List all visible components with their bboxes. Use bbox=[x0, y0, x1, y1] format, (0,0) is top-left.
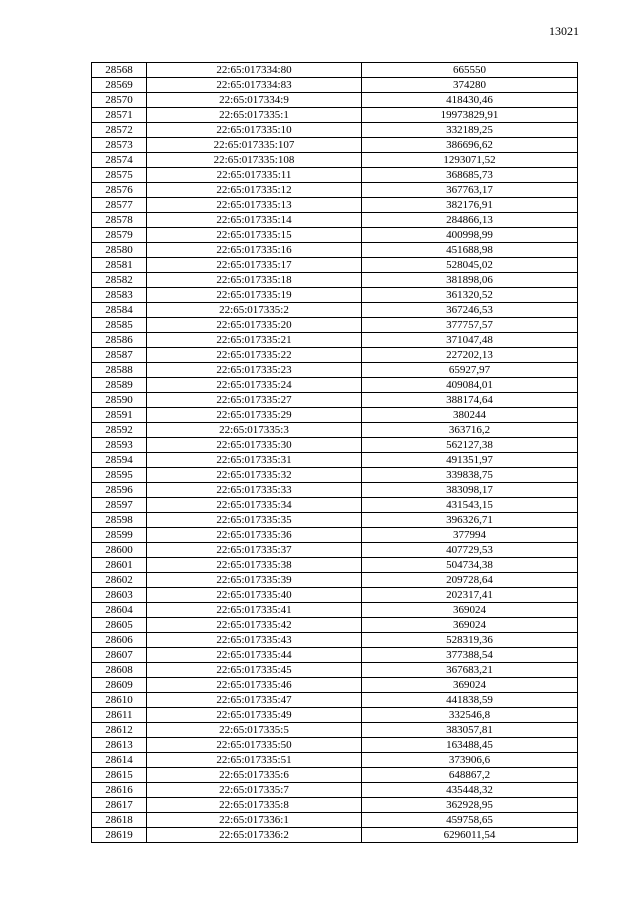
table-row bbox=[92, 273, 578, 288]
cadastral-number-cell: 22:65:017335:35 bbox=[147, 513, 362, 528]
cadastral-number-cell: 22:65:017335:33 bbox=[147, 483, 362, 498]
cadastral-number-cell: 22:65:017335:44 bbox=[147, 648, 362, 663]
cadastral-number-cell: 22:65:017335:19 bbox=[147, 288, 362, 303]
table-row bbox=[92, 138, 578, 153]
table-row bbox=[92, 108, 578, 123]
row-number-cell: 28598 bbox=[92, 513, 147, 528]
table-row bbox=[92, 828, 578, 843]
value-cell: 435448,32 bbox=[362, 783, 578, 798]
row-number-cell: 28586 bbox=[92, 333, 147, 348]
table-row bbox=[92, 753, 578, 768]
table-row bbox=[92, 543, 578, 558]
value-cell: 369024 bbox=[362, 618, 578, 633]
table-row bbox=[92, 663, 578, 678]
value-cell: 163488,45 bbox=[362, 738, 578, 753]
cadastral-number-cell: 22:65:017336:1 bbox=[147, 813, 362, 828]
table-row bbox=[92, 153, 578, 168]
cadastral-number-cell: 22:65:017335:24 bbox=[147, 378, 362, 393]
cadastral-value-table bbox=[91, 62, 578, 843]
table-row bbox=[92, 813, 578, 828]
table-row bbox=[92, 378, 578, 393]
value-cell: 202317,41 bbox=[362, 588, 578, 603]
row-number-cell: 28590 bbox=[92, 393, 147, 408]
row-number-cell: 28613 bbox=[92, 738, 147, 753]
table-row bbox=[92, 498, 578, 513]
value-cell: 227202,13 bbox=[362, 348, 578, 363]
cadastral-number-cell: 22:65:017335:17 bbox=[147, 258, 362, 273]
table-row bbox=[92, 558, 578, 573]
value-cell: 65927,97 bbox=[362, 363, 578, 378]
value-cell: 367683,21 bbox=[362, 663, 578, 678]
value-cell: 381898,06 bbox=[362, 273, 578, 288]
row-number-cell: 28595 bbox=[92, 468, 147, 483]
value-cell: 451688,98 bbox=[362, 243, 578, 258]
cadastral-number-cell: 22:65:017335:21 bbox=[147, 333, 362, 348]
value-cell: 374280 bbox=[362, 78, 578, 93]
row-number-cell: 28596 bbox=[92, 483, 147, 498]
cadastral-number-cell: 22:65:017335:108 bbox=[147, 153, 362, 168]
table-row bbox=[92, 168, 578, 183]
row-number-cell: 28587 bbox=[92, 348, 147, 363]
cadastral-number-cell: 22:65:017335:40 bbox=[147, 588, 362, 603]
table-row bbox=[92, 288, 578, 303]
cadastral-number-cell: 22:65:017335:5 bbox=[147, 723, 362, 738]
row-number-cell: 28599 bbox=[92, 528, 147, 543]
table-row bbox=[92, 513, 578, 528]
cadastral-number-cell: 22:65:017335:23 bbox=[147, 363, 362, 378]
table-row bbox=[92, 78, 578, 93]
row-number-cell: 28591 bbox=[92, 408, 147, 423]
row-number-cell: 28601 bbox=[92, 558, 147, 573]
value-cell: 562127,38 bbox=[362, 438, 578, 453]
table-row bbox=[92, 408, 578, 423]
row-number-cell: 28585 bbox=[92, 318, 147, 333]
cadastral-number-cell: 22:65:017335:12 bbox=[147, 183, 362, 198]
cadastral-number-cell: 22:65:017335:30 bbox=[147, 438, 362, 453]
value-cell: 367763,17 bbox=[362, 183, 578, 198]
table-row bbox=[92, 258, 578, 273]
cadastral-number-cell: 22:65:017335:11 bbox=[147, 168, 362, 183]
row-number-cell: 28606 bbox=[92, 633, 147, 648]
cadastral-number-cell: 22:65:017335:3 bbox=[147, 423, 362, 438]
row-number-cell: 28615 bbox=[92, 768, 147, 783]
table-row bbox=[92, 63, 578, 78]
value-cell: 377994 bbox=[362, 528, 578, 543]
row-number-cell: 28610 bbox=[92, 693, 147, 708]
cadastral-number-cell: 22:65:017335:10 bbox=[147, 123, 362, 138]
row-number-cell: 28584 bbox=[92, 303, 147, 318]
value-cell: 388174,64 bbox=[362, 393, 578, 408]
cadastral-number-cell: 22:65:017335:22 bbox=[147, 348, 362, 363]
value-cell: 368685,73 bbox=[362, 168, 578, 183]
table-row bbox=[92, 528, 578, 543]
row-number-cell: 28580 bbox=[92, 243, 147, 258]
cadastral-number-cell: 22:65:017335:46 bbox=[147, 678, 362, 693]
row-number-cell: 28570 bbox=[92, 93, 147, 108]
table-row bbox=[92, 318, 578, 333]
cadastral-number-cell: 22:65:017336:2 bbox=[147, 828, 362, 843]
value-cell: 386696,62 bbox=[362, 138, 578, 153]
value-cell: 363716,2 bbox=[362, 423, 578, 438]
row-number-cell: 28593 bbox=[92, 438, 147, 453]
value-cell: 528319,36 bbox=[362, 633, 578, 648]
value-cell: 367246,53 bbox=[362, 303, 578, 318]
cadastral-number-cell: 22:65:017335:49 bbox=[147, 708, 362, 723]
row-number-cell: 28578 bbox=[92, 213, 147, 228]
value-cell: 19973829,91 bbox=[362, 108, 578, 123]
cadastral-number-cell: 22:65:017335:42 bbox=[147, 618, 362, 633]
value-cell: 665550 bbox=[362, 63, 578, 78]
cadastral-number-cell: 22:65:017335:41 bbox=[147, 603, 362, 618]
cadastral-number-cell: 22:65:017335:34 bbox=[147, 498, 362, 513]
cadastral-number-cell: 22:65:017335:47 bbox=[147, 693, 362, 708]
value-cell: 491351,97 bbox=[362, 453, 578, 468]
row-number-cell: 28583 bbox=[92, 288, 147, 303]
row-number-cell: 28572 bbox=[92, 123, 147, 138]
cadastral-number-cell: 22:65:017334:9 bbox=[147, 93, 362, 108]
cadastral-number-cell: 22:65:017335:38 bbox=[147, 558, 362, 573]
table-row bbox=[92, 783, 578, 798]
cadastral-number-cell: 22:65:017335:1 bbox=[147, 108, 362, 123]
value-cell: 409084,01 bbox=[362, 378, 578, 393]
cadastral-number-cell: 22:65:017335:18 bbox=[147, 273, 362, 288]
cadastral-number-cell: 22:65:017335:37 bbox=[147, 543, 362, 558]
value-cell: 382176,91 bbox=[362, 198, 578, 213]
table-row bbox=[92, 768, 578, 783]
row-number-cell: 28600 bbox=[92, 543, 147, 558]
table-row bbox=[92, 618, 578, 633]
cadastral-number-cell: 22:65:017335:13 bbox=[147, 198, 362, 213]
value-cell: 339838,75 bbox=[362, 468, 578, 483]
value-cell: 362928,95 bbox=[362, 798, 578, 813]
row-number-cell: 28568 bbox=[92, 63, 147, 78]
table-row bbox=[92, 213, 578, 228]
row-number-cell: 28582 bbox=[92, 273, 147, 288]
value-cell: 332546,8 bbox=[362, 708, 578, 723]
table-row bbox=[92, 363, 578, 378]
table-row bbox=[92, 243, 578, 258]
row-number-cell: 28614 bbox=[92, 753, 147, 768]
cadastral-number-cell: 22:65:017335:29 bbox=[147, 408, 362, 423]
value-cell: 459758,65 bbox=[362, 813, 578, 828]
value-cell: 400998,99 bbox=[362, 228, 578, 243]
table-row bbox=[92, 573, 578, 588]
cadastral-number-cell: 22:65:017335:20 bbox=[147, 318, 362, 333]
row-number-cell: 28603 bbox=[92, 588, 147, 603]
cadastral-number-cell: 22:65:017335:14 bbox=[147, 213, 362, 228]
table-row bbox=[92, 333, 578, 348]
row-number-cell: 28611 bbox=[92, 708, 147, 723]
row-number-cell: 28569 bbox=[92, 78, 147, 93]
row-number-cell: 28607 bbox=[92, 648, 147, 663]
cadastral-number-cell: 22:65:017335:50 bbox=[147, 738, 362, 753]
row-number-cell: 28588 bbox=[92, 363, 147, 378]
value-cell: 1293071,52 bbox=[362, 153, 578, 168]
table-row bbox=[92, 588, 578, 603]
table-row bbox=[92, 603, 578, 618]
value-cell: 373906,6 bbox=[362, 753, 578, 768]
table-row bbox=[92, 468, 578, 483]
value-cell: 369024 bbox=[362, 678, 578, 693]
page-number: 13021 bbox=[549, 24, 579, 38]
table-row bbox=[92, 348, 578, 363]
table-row bbox=[92, 483, 578, 498]
row-number-cell: 28574 bbox=[92, 153, 147, 168]
cadastral-number-cell: 22:65:017335:36 bbox=[147, 528, 362, 543]
row-number-cell: 28592 bbox=[92, 423, 147, 438]
value-cell: 361320,52 bbox=[362, 288, 578, 303]
value-cell: 377757,57 bbox=[362, 318, 578, 333]
cadastral-number-cell: 22:65:017335:32 bbox=[147, 468, 362, 483]
value-cell: 383057,81 bbox=[362, 723, 578, 738]
row-number-cell: 28597 bbox=[92, 498, 147, 513]
row-number-cell: 28581 bbox=[92, 258, 147, 273]
table-body bbox=[92, 63, 578, 843]
value-cell: 396326,71 bbox=[362, 513, 578, 528]
table-row bbox=[92, 738, 578, 753]
row-number-cell: 28594 bbox=[92, 453, 147, 468]
row-number-cell: 28605 bbox=[92, 618, 147, 633]
cadastral-number-cell: 22:65:017335:43 bbox=[147, 633, 362, 648]
value-cell: 332189,25 bbox=[362, 123, 578, 138]
cadastral-number-cell: 22:65:017334:80 bbox=[147, 63, 362, 78]
table-row bbox=[92, 438, 578, 453]
value-cell: 6296011,54 bbox=[362, 828, 578, 843]
table-row bbox=[92, 303, 578, 318]
row-number-cell: 28576 bbox=[92, 183, 147, 198]
value-cell: 380244 bbox=[362, 408, 578, 423]
value-cell: 418430,46 bbox=[362, 93, 578, 108]
table-row bbox=[92, 198, 578, 213]
value-cell: 383098,17 bbox=[362, 483, 578, 498]
value-cell: 504734,38 bbox=[362, 558, 578, 573]
cadastral-number-cell: 22:65:017335:27 bbox=[147, 393, 362, 408]
cadastral-number-cell: 22:65:017335:6 bbox=[147, 768, 362, 783]
cadastral-number-cell: 22:65:017335:16 bbox=[147, 243, 362, 258]
cadastral-number-cell: 22:65:017335:2 bbox=[147, 303, 362, 318]
cadastral-number-cell: 22:65:017335:15 bbox=[147, 228, 362, 243]
value-cell: 431543,15 bbox=[362, 498, 578, 513]
row-number-cell: 28602 bbox=[92, 573, 147, 588]
table-row bbox=[92, 423, 578, 438]
cadastral-number-cell: 22:65:017335:31 bbox=[147, 453, 362, 468]
table-row bbox=[92, 798, 578, 813]
row-number-cell: 28609 bbox=[92, 678, 147, 693]
cadastral-number-cell: 22:65:017335:7 bbox=[147, 783, 362, 798]
table-row bbox=[92, 633, 578, 648]
row-number-cell: 28619 bbox=[92, 828, 147, 843]
value-cell: 369024 bbox=[362, 603, 578, 618]
row-number-cell: 28604 bbox=[92, 603, 147, 618]
table-row bbox=[92, 93, 578, 108]
table-row bbox=[92, 228, 578, 243]
row-number-cell: 28577 bbox=[92, 198, 147, 213]
value-cell: 441838,59 bbox=[362, 693, 578, 708]
cadastral-number-cell: 22:65:017335:8 bbox=[147, 798, 362, 813]
row-number-cell: 28608 bbox=[92, 663, 147, 678]
value-cell: 284866,13 bbox=[362, 213, 578, 228]
value-cell: 377388,54 bbox=[362, 648, 578, 663]
table-row bbox=[92, 453, 578, 468]
row-number-cell: 28616 bbox=[92, 783, 147, 798]
row-number-cell: 28617 bbox=[92, 798, 147, 813]
row-number-cell: 28589 bbox=[92, 378, 147, 393]
value-cell: 648867,2 bbox=[362, 768, 578, 783]
cadastral-number-cell: 22:65:017335:51 bbox=[147, 753, 362, 768]
cadastral-number-cell: 22:65:017334:83 bbox=[147, 78, 362, 93]
table-row bbox=[92, 708, 578, 723]
table-row bbox=[92, 693, 578, 708]
table-row bbox=[92, 723, 578, 738]
table-row bbox=[92, 123, 578, 138]
row-number-cell: 28573 bbox=[92, 138, 147, 153]
value-cell: 528045,02 bbox=[362, 258, 578, 273]
value-cell: 209728,64 bbox=[362, 573, 578, 588]
value-cell: 371047,48 bbox=[362, 333, 578, 348]
row-number-cell: 28579 bbox=[92, 228, 147, 243]
row-number-cell: 28575 bbox=[92, 168, 147, 183]
row-number-cell: 28618 bbox=[92, 813, 147, 828]
row-number-cell: 28612 bbox=[92, 723, 147, 738]
table-row bbox=[92, 678, 578, 693]
table-row bbox=[92, 648, 578, 663]
cadastral-number-cell: 22:65:017335:45 bbox=[147, 663, 362, 678]
table-row bbox=[92, 183, 578, 198]
row-number-cell: 28571 bbox=[92, 108, 147, 123]
value-cell: 407729,53 bbox=[362, 543, 578, 558]
cadastral-number-cell: 22:65:017335:39 bbox=[147, 573, 362, 588]
table-row bbox=[92, 393, 578, 408]
cadastral-number-cell: 22:65:017335:107 bbox=[147, 138, 362, 153]
